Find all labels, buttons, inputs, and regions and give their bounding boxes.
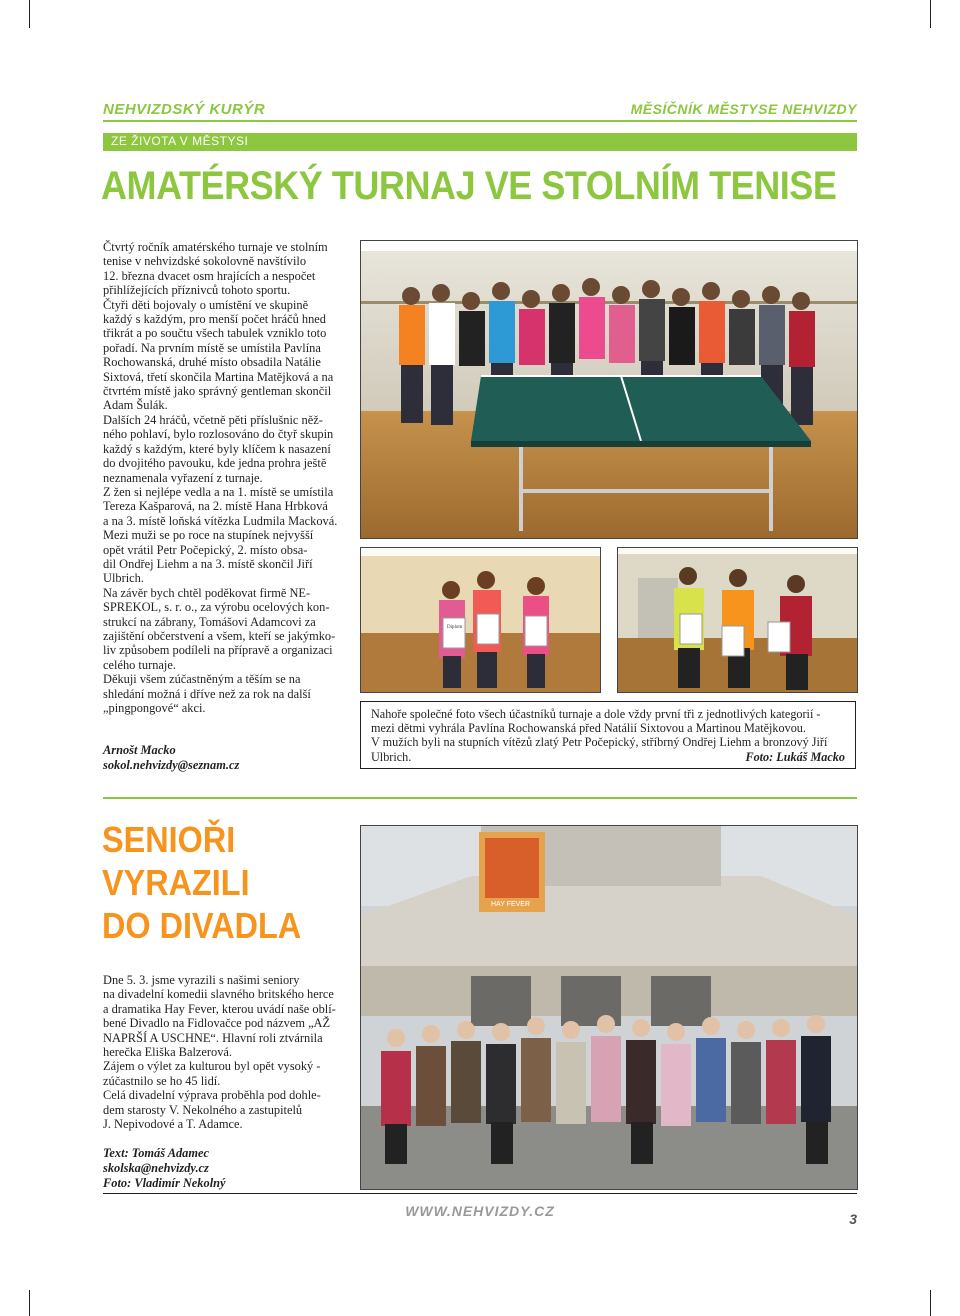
- article-title-tennis: AMATÉRSKÝ TURNAJ VE STOLNÍM TENISE: [101, 164, 837, 208]
- title-line: DO DIVADLA: [102, 905, 302, 946]
- body-line: třikrát a po součtu všech tabulek vzniklo toto: [103, 326, 327, 341]
- photo-credit-seniors: Foto: Vladimír Nekolný: [103, 1176, 226, 1190]
- group-photo-illustration: [361, 241, 857, 538]
- body-line: Čtvrtý ročník amatérského turnaje ve stolním: [103, 240, 328, 254]
- photo-theatre-seniors: [360, 825, 858, 1190]
- crop-mark: [930, 1290, 931, 1316]
- body-line: a na 3. místě loňská vítězka Ludmila Macková.: [103, 513, 338, 528]
- body-line: NAPRŠÍ A USCHNE“. Hlavní roli ztvárnila: [103, 1030, 323, 1045]
- body-line: Dalších 24 hráčů, včetně pěti příslušnic něž-: [103, 412, 323, 427]
- body-line: Tereza Kašparová, na 2. místě Hana Hrbková: [103, 499, 328, 514]
- body-line: každý s každým, které byly klíčem k nasazení: [103, 441, 331, 456]
- body-line: Celá divadelní výprava proběhla pod dohle-: [103, 1088, 321, 1103]
- magazine-subtitle: MĚSÍČNÍK MĚSTYSE NEHVIZDY: [630, 101, 857, 117]
- men-photo-illustration: [618, 548, 857, 692]
- body-line: Zájem o výlet za kulturou byl opět vysoký -: [103, 1059, 321, 1074]
- body-line: přihlížejících příznivců tohoto sportu.: [103, 283, 291, 298]
- crop-mark: [930, 0, 931, 28]
- body-line: shledání možná i dříve než za rok na další: [103, 686, 311, 701]
- article-divider: [103, 797, 857, 799]
- children-photo-illustration: [361, 548, 600, 692]
- body-line: Na závěr bych chtěl poděkovat firmě NE-: [103, 585, 311, 600]
- body-line: Čtyři děti bojovaly o umístění ve skupině: [103, 297, 309, 312]
- body-line: ného pohlaví, bylo rozlosováno do čtyř skupin: [103, 427, 334, 442]
- body-line: čtvrtém místě jako správný gentleman skončil: [103, 384, 332, 399]
- body-line: Mezi muži se po roce na stupínek nejvyšší: [103, 528, 314, 543]
- caption-line: Nahoře společné foto všech účastníků turnaje a dole vždy první tři z jednotlivých kategorií -: [371, 707, 821, 721]
- body-line: herečka Eliška Balzerová.: [103, 1045, 233, 1060]
- footer-rule: [103, 1193, 857, 1194]
- body-line: do dvojitého pavouku, kde jedna prohra ještě: [103, 456, 327, 471]
- title-line: VYRAZILI: [102, 862, 250, 903]
- body-line: Děkuji všem zúčastněným a těším se na: [103, 672, 301, 687]
- body-line: neznamenala vyřazení z turnaje.: [103, 470, 263, 485]
- diploma-text: Diplom: [447, 625, 463, 630]
- body-line: tenise v nehvizdské sokolovně navštívilo: [103, 254, 307, 269]
- body-line: Adam Šulák.: [103, 398, 168, 413]
- body-line: každý s každým, pro menší počet hráčů hned: [103, 312, 326, 327]
- photo-children-winners: [360, 547, 601, 693]
- body-line: zajištění občerstvení a všem, kteří se jakýmko-: [103, 628, 336, 643]
- body-line: 12. března dvacet osm hrajících a nespočet: [103, 268, 316, 283]
- photo-tennis-group: [360, 240, 858, 539]
- theatre-photo-illustration: [361, 826, 857, 1189]
- footer-url: WWW.NEHVIZDY.CZ: [405, 1203, 555, 1219]
- crop-mark: [29, 1290, 30, 1316]
- body-line: dil Ondřej Liehm a na 3. místě skončil Jiří: [103, 556, 313, 571]
- section-bar: [103, 133, 857, 151]
- body-line: celého turnaje.: [103, 657, 176, 672]
- body-line: bené Divadlo na Fidlovačce pod názvem „AŽ: [103, 1016, 331, 1031]
- body-line: J. Nepivodové a T. Adamce.: [103, 1117, 243, 1132]
- photo-men-winners: [617, 547, 858, 693]
- body-line: opět vrátil Petr Počepický, 2. místo obsa-: [103, 542, 308, 557]
- body-line: liv způsobem podíleli na přípravě a organizaci: [103, 643, 333, 658]
- body-line: strukcí na zábrany, Tomášovi Adamcovi za: [103, 614, 316, 629]
- caption-line: mezi dětmi vyhrála Pavlína Rochowanská před Natálií Sixtovou a Martinou Matějkovou.: [371, 721, 806, 736]
- text-credit: Text: Tomáš Adamec: [103, 1146, 210, 1160]
- header-rule: [103, 120, 857, 122]
- body-line: Rochowanská, druhé místo obsadila Natálie: [103, 355, 321, 370]
- crop-mark: [29, 0, 30, 28]
- body-line: „pingpongové“ akci.: [103, 701, 206, 715]
- photo-credit-tennis: Foto: Lukáš Macko: [745, 749, 845, 764]
- body-line: SPREKOL, s. r. o., za výrobu ocelových kon-: [103, 600, 330, 615]
- author-email: sokol.nehvizdy@seznam.cz: [103, 758, 240, 772]
- photo-caption-tennis: [360, 701, 856, 769]
- caption-line: Ulbrich.: [371, 749, 412, 764]
- section-label: ZE ŽIVOTA V MĚSTYSI: [111, 134, 249, 148]
- body-line: pořadí. Na prvním místě se umístila Pavlína: [103, 340, 321, 355]
- author-email: skolska@nehvizdy.cz: [103, 1161, 209, 1175]
- body-line: Z žen si nejlépe vedla a na 1. místě se umístila: [103, 484, 334, 499]
- article-body-tennis: [103, 240, 345, 715]
- author-byline-tennis: [103, 743, 239, 773]
- article-title-seniors: [102, 818, 301, 947]
- page-number: 3: [849, 1211, 857, 1227]
- title-line: SENIOŘI: [102, 819, 236, 860]
- poster-text: HAY FEVER: [491, 901, 531, 908]
- body-line: na divadelní komedii slavného britského herce: [103, 987, 334, 1002]
- magazine-title: NEHVIZDSKÝ KURÝR: [103, 101, 266, 118]
- body-line: Ulbrich.: [103, 571, 144, 586]
- author-name: Arnošt Macko: [103, 743, 176, 757]
- body-line: Sixtová, třetí skončila Martina Matějková a na: [103, 369, 334, 384]
- body-line: a dramatika Hay Fever, kterou uvádí naše oblí-: [103, 1001, 336, 1016]
- author-byline-seniors: [103, 1146, 226, 1191]
- body-line: zúčastnilo se ho 45 lidí.: [103, 1073, 221, 1088]
- article-body-seniors: [103, 973, 345, 1131]
- caption-line: V mužích byli na stupních vítězů zlatý Petr Počepický, stříbrný Ondřej Liehm a bronzový Jiří: [371, 735, 828, 750]
- body-line: dem starosty V. Nekolného a zastupitelů: [103, 1102, 303, 1117]
- body-line: Dne 5. 3. jsme vyrazili s našimi seniory: [103, 973, 300, 987]
